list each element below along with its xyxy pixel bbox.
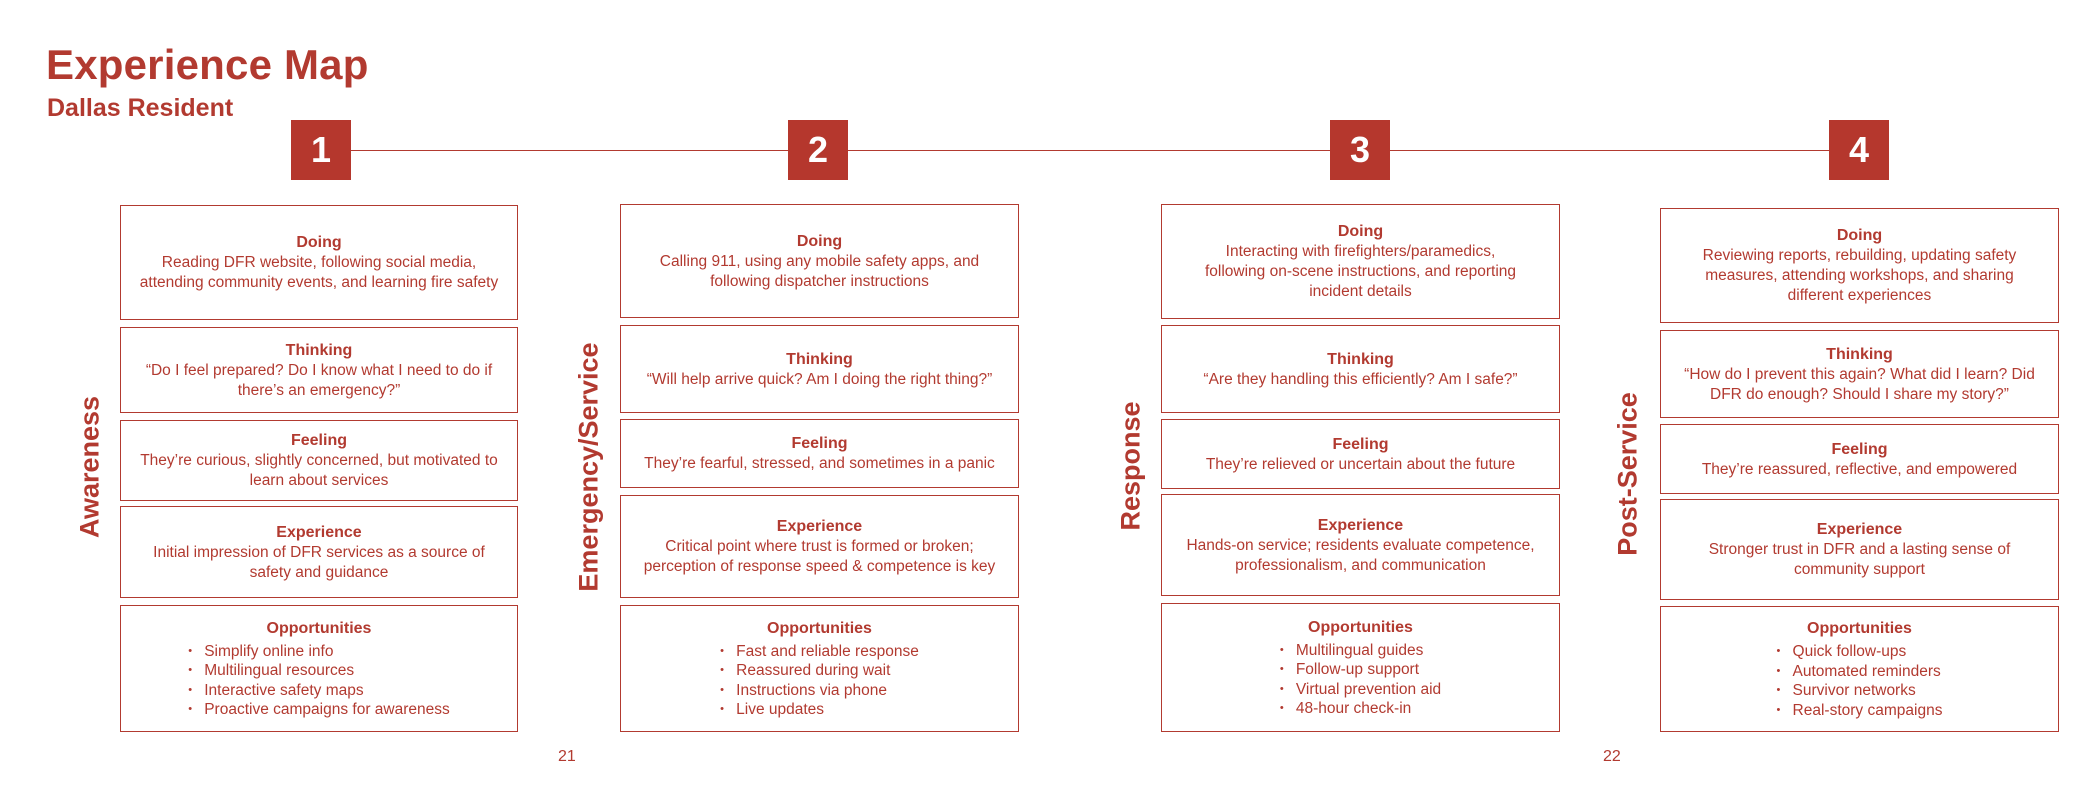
step-badge-2: 2: [788, 120, 848, 180]
feeling-text: They’re curious, slightly concerned, but motivated to learn about services: [140, 452, 498, 489]
doing-heading: Doing: [796, 232, 843, 250]
step-badge-1: 1: [291, 120, 351, 180]
list-item: • Follow-up support: [1280, 660, 1441, 680]
list-item: • Automated reminders: [1777, 662, 1943, 682]
step-badge-3: 3: [1330, 120, 1390, 180]
list-item: • Multilingual resources: [188, 661, 450, 681]
opportunities-list: [188, 642, 450, 720]
opportunities-list: [1280, 641, 1441, 719]
experience-heading: Experience: [1317, 516, 1404, 534]
opportunities-box-1: [120, 605, 518, 732]
list-item: • Proactive campaigns for awareness: [188, 700, 450, 720]
opportunities-heading: Opportunities: [1807, 620, 1912, 637]
opportunities-heading: Opportunities: [1308, 618, 1413, 636]
thinking-text: “Will help arrive quick? Am I doing the right thing?”: [646, 370, 993, 388]
list-item: • Quick follow-ups: [1777, 642, 1943, 662]
feeling-text: They’re fearful, stressed, and sometimes in a panic: [644, 455, 995, 472]
feeling-box-4: [1660, 424, 2059, 494]
experience-heading: Experience: [1816, 521, 1903, 538]
feeling-heading: Feeling: [791, 435, 848, 452]
thinking-box-3: [1161, 325, 1560, 413]
doing-heading: Doing: [1836, 227, 1883, 244]
list-item: • Virtual prevention aid: [1280, 680, 1441, 700]
thinking-box-2: [620, 325, 1019, 413]
thinking-box-1: [120, 327, 518, 413]
page-number-right: 22: [1603, 748, 1621, 765]
doing-text: Reading DFR website, following social media, attending community events, and learning fire safety: [139, 254, 499, 291]
doing-heading: Doing: [1337, 223, 1384, 240]
experience-text: Initial impression of DFR services as a source of safety and guidance: [153, 543, 485, 581]
doing-box-4: [1660, 208, 2059, 323]
opportunities-box-2: [620, 605, 1019, 732]
experience-box-2: [620, 495, 1019, 598]
feeling-heading: Feeling: [1332, 435, 1389, 453]
opportunities-heading: Opportunities: [767, 619, 872, 637]
thinking-text: “How do I prevent this again? What did I learn? Did DFR do enough? Should I share my story?”: [1684, 365, 2035, 403]
thinking-box-4: [1660, 330, 2059, 418]
doing-box-2: [620, 204, 1019, 318]
opportunities-heading: Opportunities: [266, 619, 372, 637]
list-item: • 48-hour check-in: [1280, 699, 1441, 719]
page-subtitle: Dallas Resident: [47, 94, 234, 122]
opportunities-list: [1777, 642, 1943, 720]
list-item: • Interactive safety maps: [188, 681, 450, 701]
doing-text: Calling 911, using any mobile safety apps, and following dispatcher instructions: [659, 252, 980, 290]
list-item: • Reassured during wait: [720, 661, 919, 681]
thinking-text: “Are they handling this efficiently? Am I safe?”: [1203, 370, 1518, 388]
experience-box-1: [120, 506, 518, 598]
doing-text: Interacting with firefighters/paramedics, following on-scene instructions, and reporting incident details: [1204, 243, 1517, 300]
feeling-text: They’re relieved or uncertain about the future: [1205, 455, 1516, 473]
thinking-text: “Do I feel prepared? Do I know what I need to do if there’s an emergency?”: [145, 361, 493, 399]
list-item: • Live updates: [720, 700, 919, 720]
page-title: Experience Map: [46, 41, 369, 88]
doing-text: Reviewing reports, rebuilding, updating safety measures, attending workshops, and sharing different experiences: [1702, 247, 2017, 304]
doing-box-3: [1161, 204, 1560, 319]
list-item: • Multilingual guides: [1280, 641, 1441, 661]
page-number-left: 21: [558, 748, 576, 765]
experience-heading: Experience: [776, 518, 863, 535]
list-item: • Survivor networks: [1777, 681, 1943, 701]
list-item: • Instructions via phone: [720, 681, 919, 701]
experience-box-4: [1660, 499, 2059, 600]
feeling-box-1: [120, 420, 518, 501]
doing-box-1: [120, 205, 518, 320]
list-item: • Fast and reliable response: [720, 642, 919, 662]
timeline-line: [320, 150, 1870, 151]
opportunities-box-3: [1161, 603, 1560, 732]
opportunities-box-4: [1660, 606, 2059, 732]
thinking-heading: Thinking: [1826, 345, 1893, 363]
experience-heading: Experience: [276, 523, 362, 541]
feeling-box-3: [1161, 419, 1560, 489]
step-badge-4: 4: [1829, 120, 1889, 180]
thinking-heading: Thinking: [285, 341, 353, 359]
experience-text: Critical point where trust is formed or broken; perception of response speed & competence is key: [643, 538, 996, 575]
feeling-box-2: [620, 419, 1019, 488]
list-item: • Simplify online info: [188, 642, 450, 662]
feeling-text: They’re reassured, reflective, and empowered: [1701, 460, 2018, 478]
feeling-heading: Feeling: [290, 432, 347, 449]
thinking-heading: Thinking: [1327, 350, 1394, 368]
opportunities-list: [720, 642, 919, 720]
doing-heading: Doing: [296, 234, 342, 251]
feeling-heading: Feeling: [1831, 440, 1888, 458]
experience-box-3: [1161, 494, 1560, 596]
experience-text: Hands-on service; residents evaluate competence, professionalism, and communication: [1186, 536, 1535, 574]
thinking-heading: Thinking: [786, 350, 853, 368]
list-item: • Real-story campaigns: [1777, 701, 1943, 721]
experience-text: Stronger trust in DFR and a lasting sense of community support: [1708, 541, 2011, 578]
